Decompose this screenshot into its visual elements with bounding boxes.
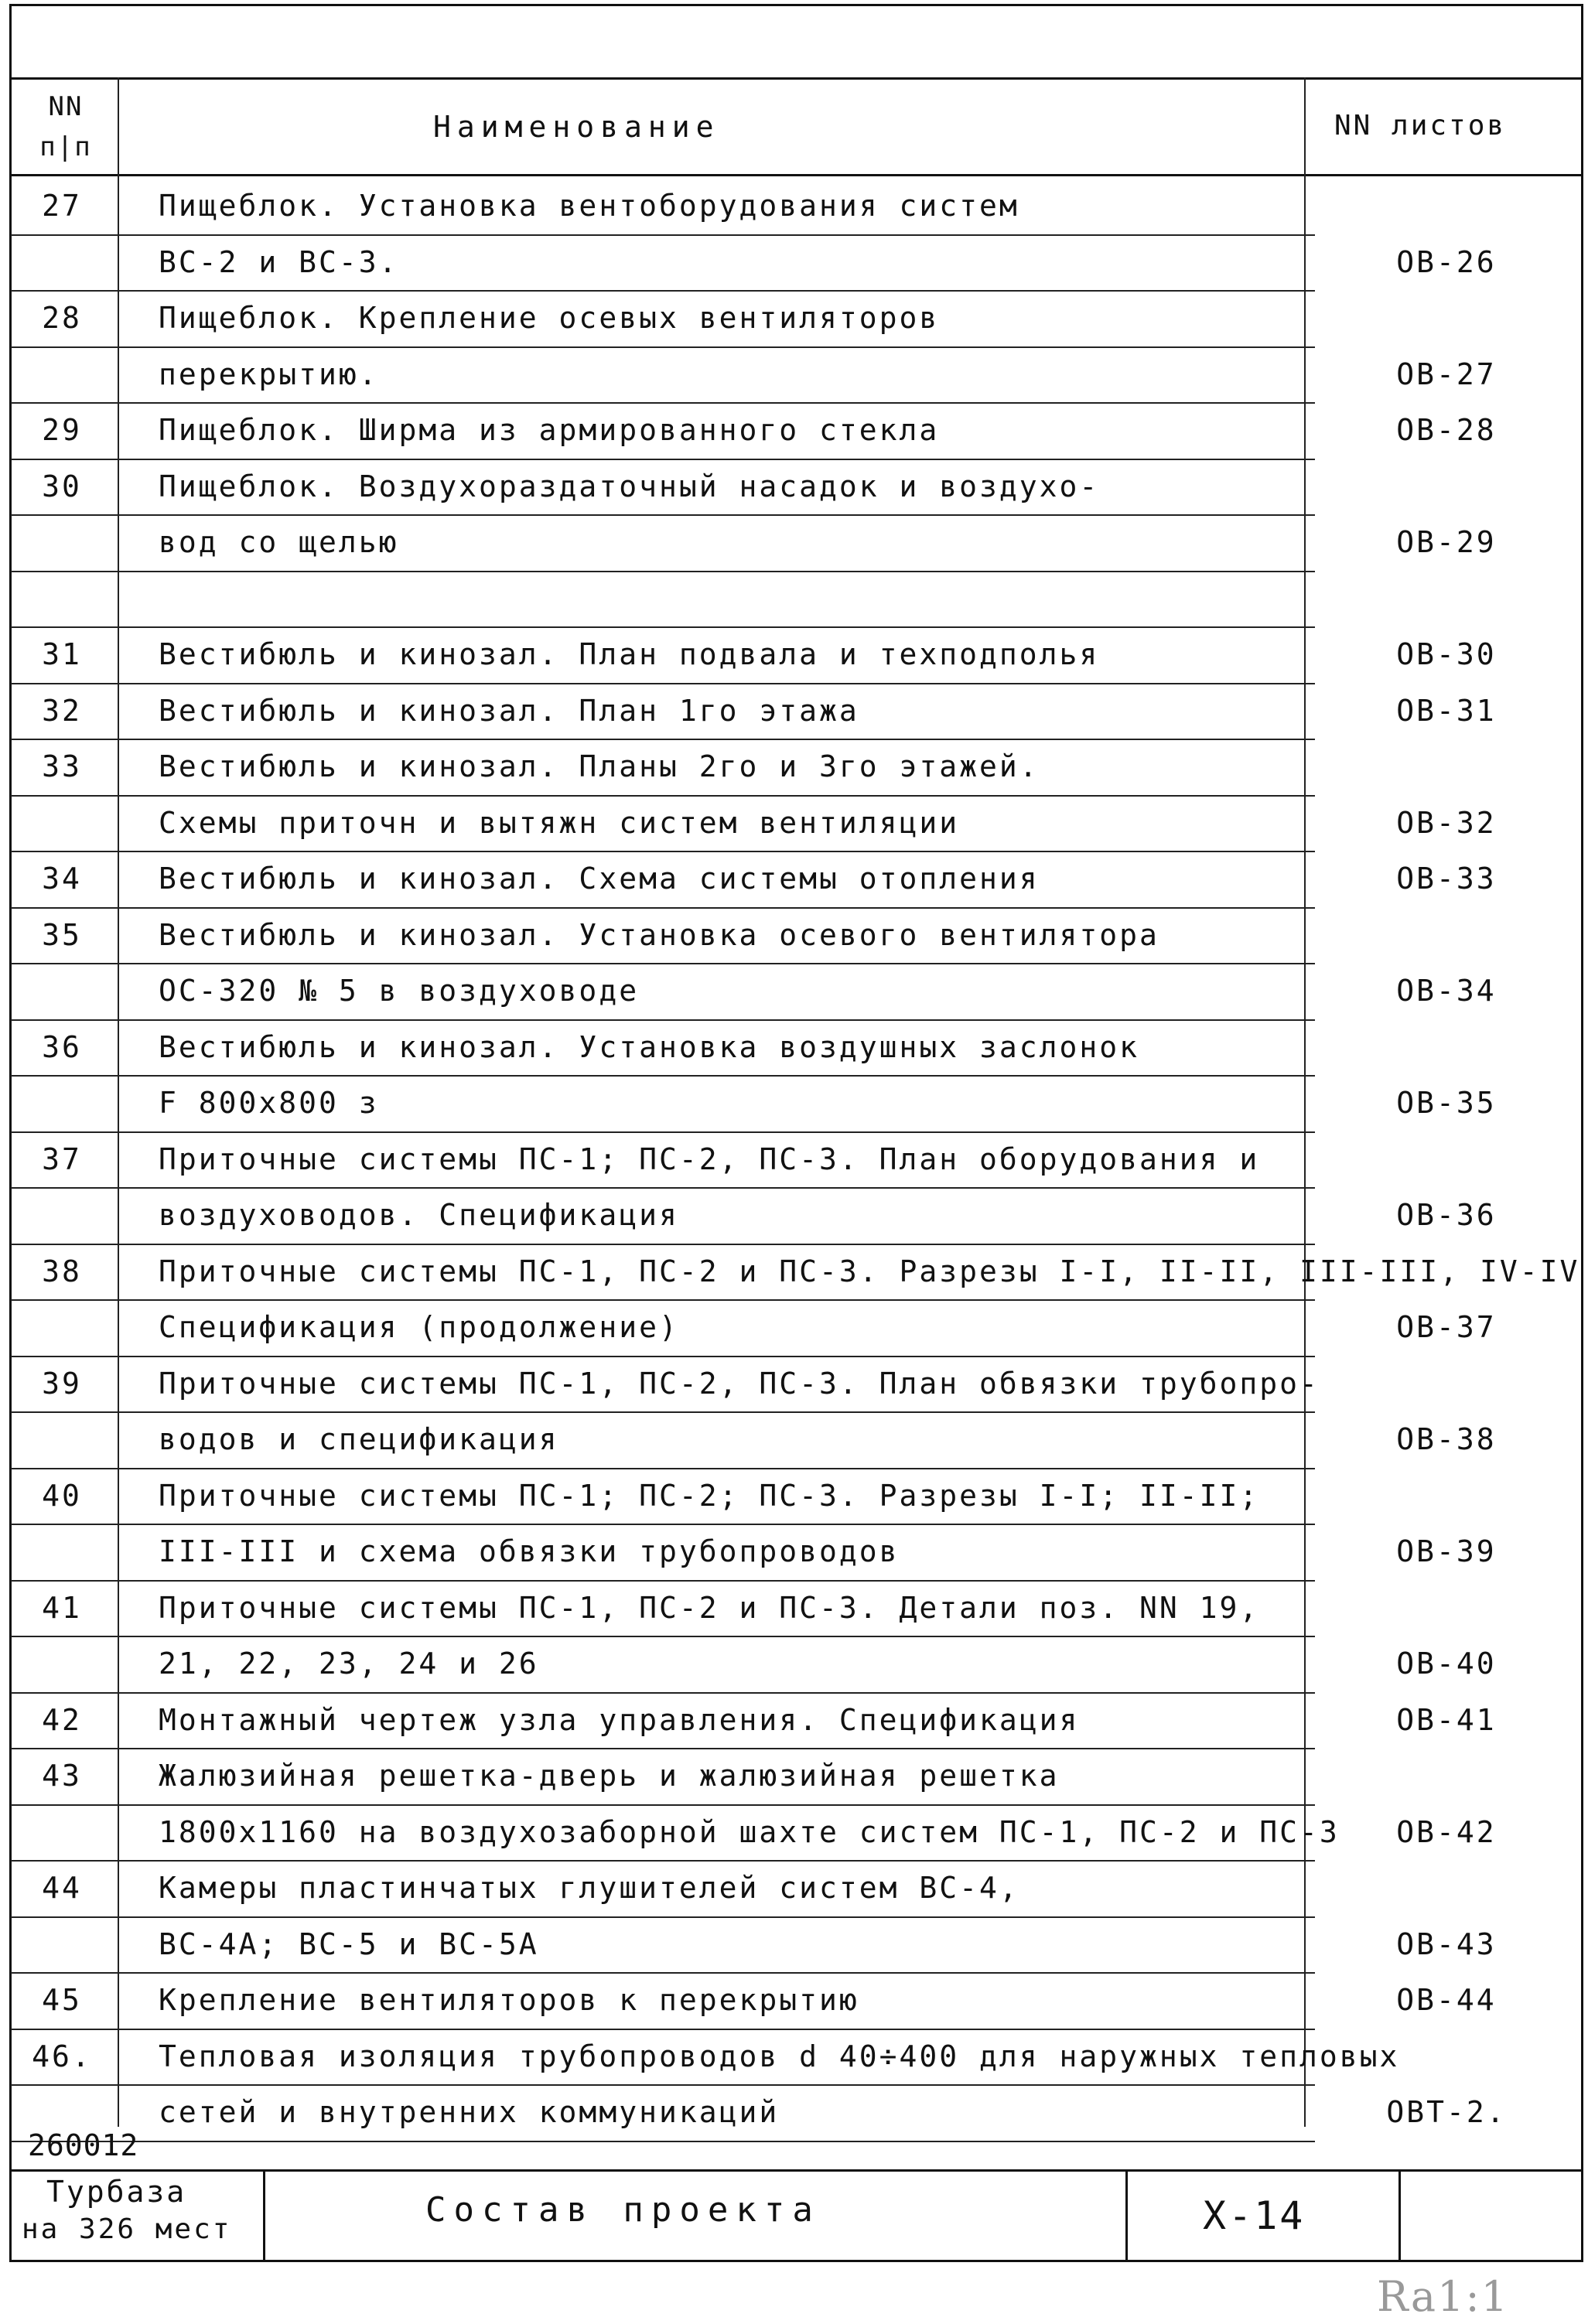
row-sheet-number: ОВ-42: [1396, 1814, 1497, 1849]
row-name-line: Пищеблок. Воздухораздаточный насадок и воздухо-: [159, 469, 1100, 503]
stamp-title: Состав проекта: [425, 2190, 821, 2230]
row-divider: [11, 1860, 1315, 1862]
row-sheet-number: ОВ-33: [1396, 862, 1497, 896]
row-name-line: вод со щелью: [159, 525, 399, 559]
row-name-line: Приточные системы ПС-1; ПС-2, ПС-3. План оборудования и: [159, 1142, 1260, 1176]
row-subline: [11, 1075, 1315, 1077]
stamp-divider-1: [263, 2169, 265, 2261]
row-sheet-number: ОВ-36: [1396, 1198, 1497, 1232]
row-name-line: F 800х800 з: [159, 1086, 379, 1120]
row-divider: [11, 626, 1315, 628]
row-subline: [11, 234, 1315, 236]
row-name-line: Приточные системы ПС-1, ПС-2 и ПС-3. Разрезы I-I, II-II, III-III, IV-IV: [159, 1254, 1580, 1288]
row-sheet-number: ОВ-40: [1396, 1647, 1497, 1681]
stamp-divider-2: [1125, 2169, 1128, 2261]
row-sheet-number: ОВ-37: [1396, 1310, 1497, 1344]
row-number: 42: [42, 1702, 82, 1737]
row-divider: [11, 459, 1315, 460]
row-subline: [11, 1916, 1315, 1918]
row-divider: [11, 907, 1315, 909]
row-divider: [11, 2029, 1315, 2030]
row-sheet-number: ОВТ-2.: [1386, 2095, 1507, 2129]
row-name-line: Вестибюль и кинозал. Установка осевого вентилятора: [159, 917, 1159, 952]
row-number: 35: [42, 917, 82, 952]
row-name-line: Вестибюль и кинозал. План 1го этажа: [159, 693, 859, 728]
row-divider: [11, 1019, 1315, 1021]
row-divider: [11, 290, 1315, 292]
row-name-line: Спецификация (продолжение): [159, 1310, 679, 1344]
row-subline: [11, 963, 1315, 964]
row-sheet-number: ОВ-38: [1396, 1422, 1497, 1456]
stamp-sheet: X-14: [1203, 2193, 1306, 2238]
row-subline: [11, 1411, 1315, 1413]
header-num: NN п|п: [39, 91, 92, 162]
row-sheet-number: ОВ-27: [1396, 357, 1497, 391]
row-number: 41: [42, 1590, 82, 1625]
row-divider: [11, 1580, 1315, 1582]
row-number: 31: [42, 637, 82, 671]
row-sheet-number: ОВ-39: [1396, 1534, 1497, 1568]
row-name-line: Приточные системы ПС-1; ПС-2; ПС-3. Разрезы I-I; II-II;: [159, 1478, 1260, 1513]
row-divider: [11, 1356, 1315, 1357]
row-name-line: Жалюзийная решетка-дверь и жалюзийная решетка: [159, 1759, 1060, 1793]
row-sheet-number: ОВ-41: [1396, 1702, 1497, 1737]
row-name-line: Камеры пластинчатых глушителей систем ВС-4,: [159, 1871, 1019, 1905]
corner-note: Ra1:1: [1377, 2272, 1509, 2321]
row-sheet-number: ОВ-31: [1396, 693, 1497, 728]
row-divider: [11, 851, 1315, 852]
row-name-line: ВС-4А; ВС-5 и ВС-5А: [159, 1926, 539, 1961]
row-sheet-number: ОВ-34: [1396, 974, 1497, 1008]
row-divider: [11, 571, 1315, 572]
row-divider: [11, 1692, 1315, 1694]
row-divider: [11, 402, 1315, 404]
row-subline: [11, 1299, 1315, 1301]
row-number: 39: [42, 1366, 82, 1401]
stamp-object-1: Турбаза: [46, 2175, 187, 2209]
row-subline: [11, 795, 1315, 797]
row-subline: [11, 1804, 1315, 1806]
row-sheet-number: ОВ-35: [1396, 1086, 1497, 1120]
row-name-line: Вестибюль и кинозал. План подвала и техподполья: [159, 637, 1100, 671]
row-sheet-number: ОВ-29: [1396, 525, 1497, 559]
row-name-line: Крепление вентиляторов к перекрытию: [159, 1983, 859, 2017]
row-subline: [11, 346, 1315, 348]
row-sheet-number: ОВ-28: [1396, 413, 1497, 447]
sheet-frame: [9, 4, 1583, 2262]
row-sheet-number: ОВ-26: [1396, 244, 1497, 279]
row-number: 30: [42, 469, 82, 503]
row-number: 36: [42, 1029, 82, 1064]
row-sheet-number: ОВ-30: [1396, 637, 1497, 671]
row-divider: [11, 739, 1315, 740]
row-number: 29: [42, 413, 82, 447]
row-name-line: Вестибюль и кинозал. Планы 2го и 3го этажей.: [159, 749, 1040, 783]
row-number: 34: [42, 862, 82, 896]
row-number: 45: [42, 1983, 82, 2017]
row-name-line: Вестибюль и кинозал. Установка воздушных заслонок: [159, 1029, 1140, 1064]
row-name-line: Пищеблок. Ширма из армированного стекла: [159, 413, 940, 447]
row-number: 43: [42, 1759, 82, 1793]
stamp-divider-3: [1398, 2169, 1401, 2261]
row-subline: [11, 1524, 1315, 1525]
row-number: 27: [42, 189, 82, 223]
stamp-code: 260012: [28, 2128, 139, 2162]
row-name-line: Монтажный чертеж узла управления. Спецификация: [159, 1702, 1080, 1737]
row-number: 33: [42, 749, 82, 783]
row-subline: [11, 1636, 1315, 1637]
stamp-top-line: [11, 2169, 1583, 2172]
row-divider: [11, 1748, 1315, 1749]
row-name-line: Приточные системы ПС-1, ПС-2 и ПС-3. Детали поз. NN 19,: [159, 1590, 1260, 1625]
row-subline: [11, 1187, 1315, 1189]
row-sheet-number: ОВ-44: [1396, 1983, 1497, 2017]
row-number: 40: [42, 1478, 82, 1513]
row-name-line: Пищеблок. Крепление осевых вентиляторов: [159, 301, 940, 335]
row-name-line: Вестибюль и кинозал. Схема системы отопления: [159, 862, 1040, 896]
row-sheet-number: ОВ-32: [1396, 805, 1497, 840]
row-name-line: Приточные системы ПС-1, ПС-2, ПС-3. План обвязки трубопро-: [159, 1366, 1320, 1401]
row-sheet-number: ОВ-43: [1396, 1926, 1497, 1961]
row-subline: [11, 514, 1315, 516]
row-number: 44: [42, 1871, 82, 1905]
row-divider: [11, 1244, 1315, 1245]
row-divider: [11, 1972, 1315, 1974]
row-number: 38: [42, 1254, 82, 1288]
divider-num: [118, 77, 119, 2127]
row-name-line: Пищеблок. Установка вентоборудования систем: [159, 189, 1019, 223]
row-number: 32: [42, 693, 82, 728]
row-name-line: ОС-320 № 5 в воздуховоде: [159, 974, 640, 1008]
row-divider: [11, 1468, 1315, 1469]
row-number: 46.: [32, 2039, 92, 2073]
row-name-line: воздуховодов. Спецификация: [159, 1198, 679, 1232]
row-name-line: Схемы приточн и вытяжн систем вентиляции: [159, 805, 960, 840]
row-name-line: III-III и схема обвязки трубопроводов: [159, 1534, 900, 1568]
row-name-line: 1800х1160 на воздухозаборной шахте систем ПС-1, ПС-2 и ПС-3: [159, 1814, 1340, 1849]
row-divider: [11, 2141, 1315, 2142]
row-divider: [11, 683, 1315, 684]
stamp-object-2: на 326 мест: [22, 2213, 232, 2245]
row-name-line: перекрытию.: [159, 357, 379, 391]
header-sheets: NN листов: [1334, 110, 1507, 142]
row-number: 28: [42, 301, 82, 335]
row-name-line: сетей и внутренних коммуникаций: [159, 2095, 780, 2129]
row-name-line: 21, 22, 23, 24 и 26: [159, 1647, 539, 1681]
header-name: Наименование: [433, 110, 720, 144]
row-subline: [11, 2084, 1315, 2086]
row-name-line: Тепловая изоляция трубопроводов d 40÷400 для наружных тепловых: [159, 2039, 1400, 2073]
row-name-line: ВС-2 и ВС-3.: [159, 244, 399, 279]
row-number: 37: [42, 1142, 82, 1176]
row-name-line: водов и спецификация: [159, 1422, 559, 1456]
row-divider: [11, 1131, 1315, 1133]
